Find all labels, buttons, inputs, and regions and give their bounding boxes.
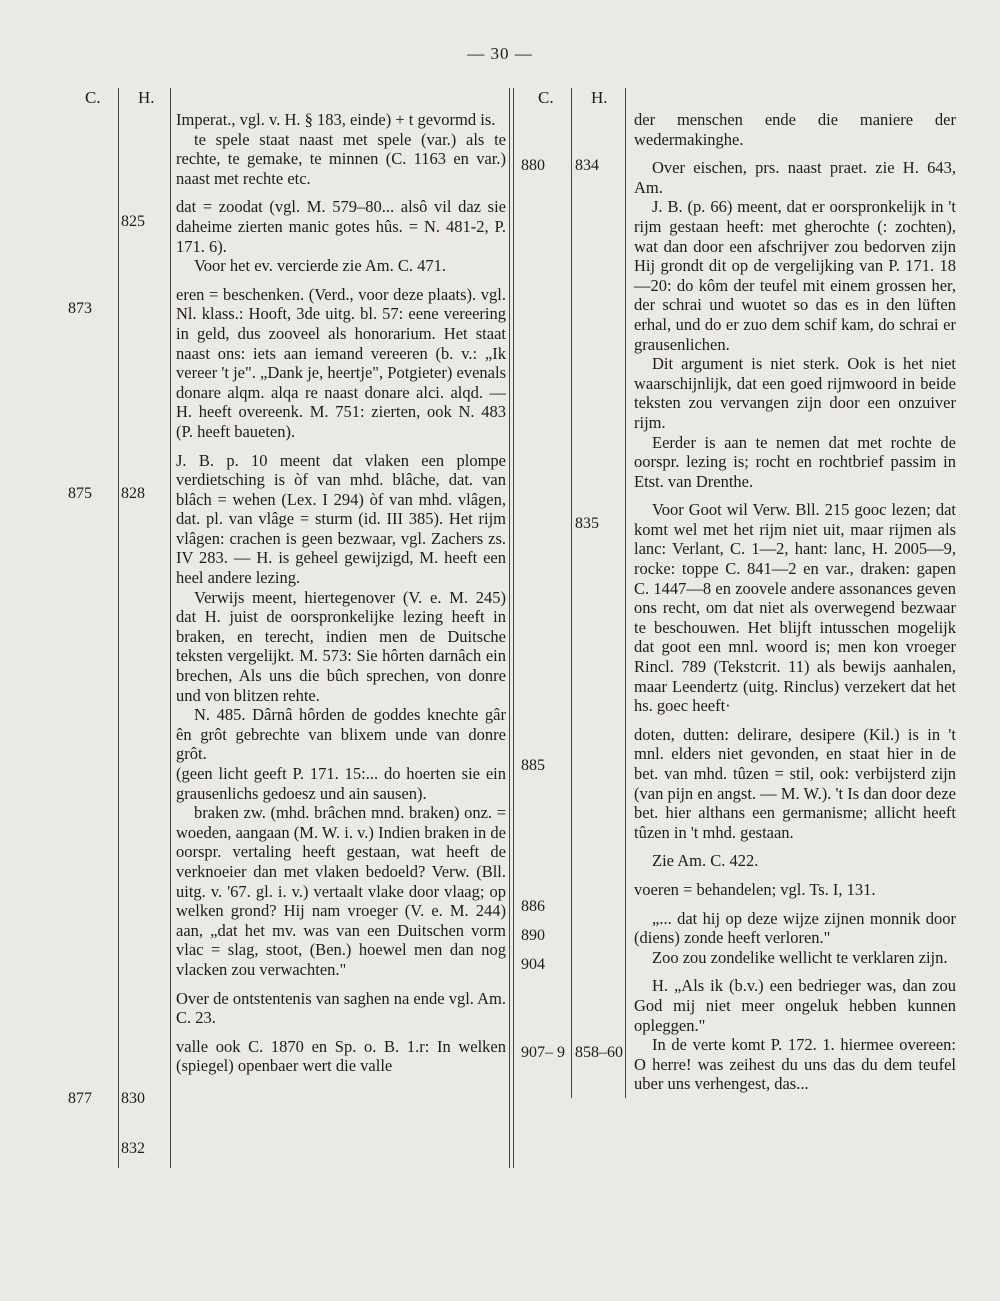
paragraph: braken zw. (mhd. brâchen mnd. braken) onz. = woeden, aangaan (M. W. i. v.) Indien braken in de oorspr. vertaling heeft gestaan, wat heeft de verknoeier dan met vlaken bedoeld? Verw. (Bll. uitg. v. '67. gl. i. v.) vertaalt vlake door vlaag; op welken grond? Hij nam vroeger (V. e. M. 244) aan, „dat het mv. was van een Duitschen vorm vlac = slag, stoot, (Ben.) hoewel men dan nog vlacken zou verwachten." — [176, 803, 506, 979]
left-h-number: 830 — [121, 1090, 145, 1107]
right-c-number: 880 — [521, 157, 545, 174]
paragraph: der menschen ende die maniere der wedermakinghe. — [634, 110, 956, 149]
right-column-rule-2 — [625, 88, 626, 1098]
left-column-rule-1 — [118, 88, 119, 1168]
paragraph: Eerder is aan te nemen dat met rochte de oorspr. lezing is; rocht en rochtbrief passim in Etst. van Drenthe. — [634, 432, 956, 491]
left-h-number: 828 — [121, 485, 145, 502]
page-number: — 30 — — [467, 44, 533, 63]
paragraph: Dit argument is niet sterk. Ook is het niet waarschijnlijk, dat een goed rijmwoord in beide teksten zou vervangen zijn door een onzuiver rijm. — [634, 354, 956, 432]
paragraph: (geen licht geeft P. 171. 15:... do hoerten sie ein grausenlichs gedoesz und ain sausen). — [176, 764, 506, 803]
right-h-number: 834 — [575, 157, 599, 174]
right-header-h: H. — [591, 88, 608, 107]
right-h-number: 858–60 — [575, 1044, 623, 1061]
left-c-number: 875 — [68, 485, 92, 502]
right-h-number: 835 — [575, 515, 599, 532]
paragraph: „... dat hij op deze wijze zijnen monnik door (diens) zonde heeft verloren." — [634, 908, 956, 948]
left-h-number: 825 — [121, 213, 145, 230]
paragraph: J. B. (p. 66) meent, dat er oorspronkelijk in 't rijm gestaan heeft: met gherochte (: zochten), wat dan door een afschrijver zou bedorven zijn Hij grondt dit op de vergelijking van P. 171. 18—20: do kôm der teufel mit einem grossen her, der schrai und wuotet so das es in den lüften erhal, und do er zuo dem schif kam, do schrai er grausenlichen. — [634, 197, 956, 354]
paragraph: N. 485. Dârnâ hôrden de goddes knechte gâr ên grôt gebrechte van blixem unde van donre grôt. — [176, 705, 506, 764]
right-c-number: 885 — [521, 757, 545, 774]
paragraph: J. B. p. 10 meent dat vlaken een plompe verdietsching is òf van mhd. blâche, dat. van blâch = wehen (Lex. I 294) òf van mhd. vlâgen, dat. pl. van vlâge = sturm (id. III 385). Het rijm vlâgen: crachen is geen bezwaar, vgl. Zachers zs. IV 283. — H. is geheel gewijzigd, M. heeft een heel andere lezing. — [176, 450, 506, 588]
paragraph: voeren = behandelen; vgl. Ts. I, 131. — [634, 879, 876, 899]
paragraph: In de verte komt P. 172. 1. hiermee overeen: O herre! was zeihest du uns das du dem teufel uber uns verhengest, das... — [634, 1035, 956, 1094]
left-header-h: H. — [138, 88, 155, 107]
paragraph: Imperat., vgl. v. H. § 183, einde) + t gevormd is. — [176, 110, 496, 129]
center-rule-right — [513, 88, 514, 1168]
right-header-c: C. — [538, 88, 554, 107]
left-text-column — [176, 110, 506, 1076]
paragraph: Over de ontstentenis van saghen na ende vgl. Am. C. 23. — [176, 988, 506, 1028]
paragraph: Zie Am. C. 422. — [652, 851, 759, 871]
left-c-number: 877 — [68, 1090, 92, 1107]
left-column-rule-2 — [170, 88, 171, 1168]
left-header-c: C. — [85, 88, 101, 107]
right-c-number: 904 — [521, 956, 545, 973]
paragraph: valle ook C. 1870 en Sp. o. B. 1.r: In welken (spiegel) openbaer wert die valle — [176, 1036, 506, 1076]
paragraph: eren = beschenken. (Verd., voor deze plaats). vgl. Nl. klass.: Hooft, 3de uitg. bl. 57: eene vereering in geld, dus zooveel als honorarium. Het staat naast ons: iets aan iemand vereeren (b. v.: „Ik vereer 't je". „Dank je, heertje", Potgieter) evenals donare alqm. alqa re naast donare alci. alqd. — H. heeft overeenk. M. 751: zierten, ook N. 483 (P. heeft baueten). — [176, 284, 506, 441]
paragraph: Zoo zou zondelike wellicht te verklaren zijn. — [652, 947, 948, 967]
right-c-number: 907– 9 — [521, 1044, 565, 1061]
paragraph: te spele staat naast met spele (var.) als te rechte, te gemake, te minnen (C. 1163 en var.) naast met rechte etc. — [176, 129, 506, 188]
left-h-number: 832 — [121, 1140, 145, 1157]
paragraph: doten, dutten: delirare, desipere (Kil.) is in 't mnl. elders niet gevonden, en staat hier in de bet. van mhd. tûzen = stil, ook: verbijsterd zijn (van pijn en angst. — M. W.). 't Is dan door deze bet. hier althans een germanisme; allicht heeft tûzen in 't mhd. gestaan. — [634, 724, 956, 842]
paragraph: Over eischen, prs. naast praet. zie H. 643, Am. — [634, 158, 956, 197]
right-c-number: 886 — [521, 898, 545, 915]
paragraph: Verwijs meent, hiertegenover (V. e. M. 245) dat H. juist de oorspronkelijke lezing heeft in braken, en terecht, indien men de Duitsche teksten vergelijkt. M. 573: Sie hôrten darnâch ein brechen, Als uns die bûch sprechen, von donre und von blitzen rehte. — [176, 587, 506, 705]
paragraph: Voor het ev. vercierde zie Am. C. 471. — [194, 256, 447, 276]
right-text-column — [634, 110, 956, 1094]
paragraph: dat = zoodat (vgl. M. 579–80... alsô vil daz sie daheime zierten manic gotes hûs. = N. 481-2, P. 171. 6). — [176, 197, 506, 256]
right-c-number: 890 — [521, 927, 545, 944]
center-rule-left — [509, 88, 510, 1168]
left-c-number: 873 — [68, 300, 92, 317]
right-column-rule-1 — [571, 88, 572, 1098]
paragraph: Voor Goot wil Verw. Bll. 215 gooc lezen; dat komt wel met het rijm niet uit, maar rijmen als lanc: Verlant, C. 1—2, hant: lanc, H. 2005—9, rocke: toppe C. 841—2 en var., draken: gapen C. 1447—8 en zoovele andere assonances geven ons recht, om dat niet als overwegend bezwaar te beschouwen. Het blijft intusschen mogelijk dat goot een mnl. woord is; men kon vroeger Rincl. 789 (Tekstcrit. 11) als bewijs aanhalen, maar Leendertz (uitg. Rinclus) verzekert dat het hs. goec heeft· — [634, 500, 956, 716]
paragraph: H. „Als ik (b.v.) een bedrieger was, dan zou God mij niet meer ongeluk hebben kunnen opleggen." — [634, 976, 956, 1035]
